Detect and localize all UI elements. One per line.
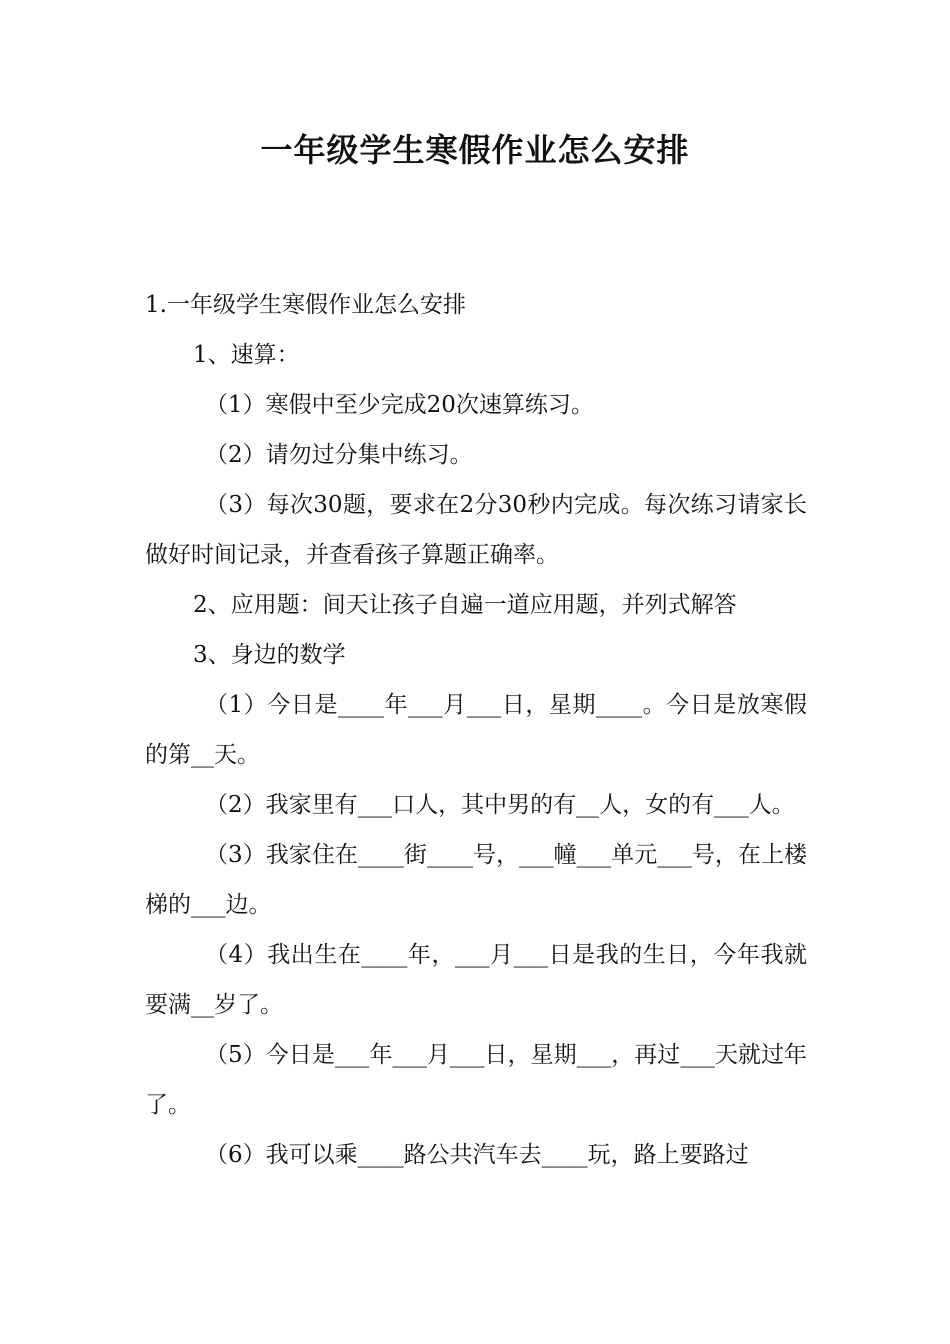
list-subitem: （3）我家住在____街____号，___幢___单元___号，在上楼梯的___边。 — [145, 842, 807, 918]
list-subitem: （4）我出生在____年，___月___日是我的生日，今年我就要满__岁了。 — [145, 942, 807, 1018]
list-subitem: （2）我家里有___口人，其中男的有__人，女的有___人。 — [205, 792, 795, 818]
list-item-heading: 1、速算： — [193, 342, 300, 368]
list-item-heading: 2、应用题：间天让孩子自遍一道应用题，并列式解答 — [193, 592, 737, 618]
list-item-heading: 3、身边的数学 — [193, 642, 346, 668]
list-subitem: （1）寒假中至少完成20次速算练习。 — [205, 392, 594, 418]
document-body — [145, 280, 807, 1180]
list-subitem: （1）今日是____年___月___日，星期____。今日是放寒假的第__天。 — [145, 692, 807, 768]
list-subitem: （6）我可以乘____路公共汽车去____玩，路上要路过 — [205, 1142, 749, 1168]
list-subitem: （5）今日是___年___月___日，星期___，再过___天就过年了。 — [145, 1042, 807, 1118]
document-title: 一年级学生寒假作业怎么安排 — [260, 131, 690, 169]
list-subitem: （2）请勿过分集中练习。 — [205, 442, 473, 468]
section-heading: 1.一年级学生寒假作业怎么安排 — [145, 292, 466, 318]
list-subitem: （3）每次30题，要求在2分30秒内完成。每次练习请家长做好时间记录，并查看孩子算题正确率。 — [145, 492, 807, 568]
